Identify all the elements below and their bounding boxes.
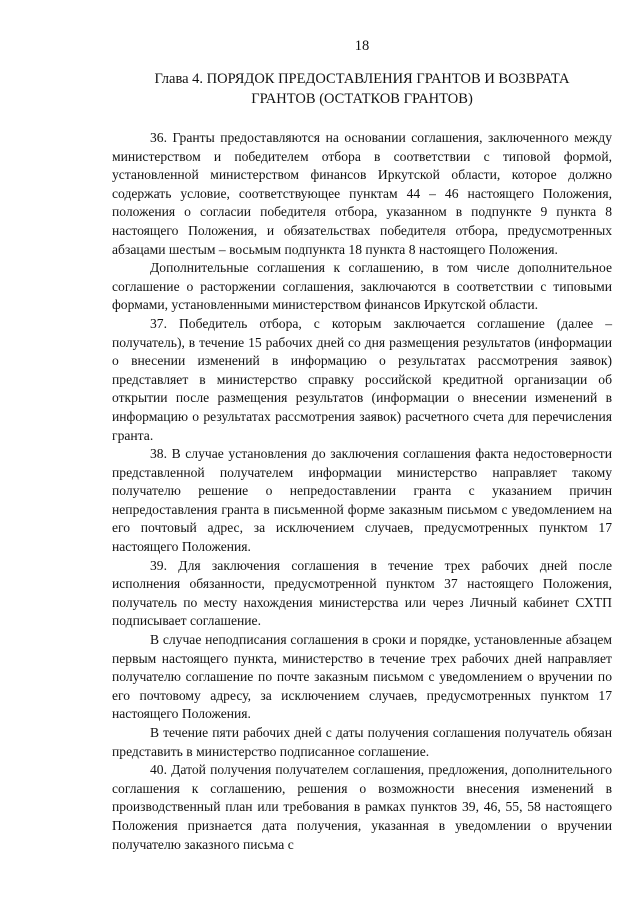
paragraph: В случае неподписания соглашения в сроки и порядке, установленные абзацем первым настоящего пункта, министерство в течение трех рабочих дней направляет получателю соглашение по почте заказным письмом с уведомлением о вручении по его почтовому адресу, за исключением случаев, предусмотренных пунктом 17 настоящего Положения. [112, 632, 612, 722]
paragraph: 40. Датой получения получателем соглашения, предложения, дополнительного соглашения к соглашению, решения о возможности внесения изменений в производственный план или требования в рамках пунктов 39, 46, 55, 58 настоящего Положения признается дата получения, указанная в уведомлении о вручении получателю заказного письма с [112, 762, 612, 852]
paragraph: 37. Победитель отбора, с которым заключается соглашение (далее – получатель), в течение 15 рабочих дней со дня размещения результатов (информации о внесении изменений в информацию о результатах рассмотрения заявок) представляет в министерство справку российской кредитной организации об открытии после размещения результатов (информации о внесении изменений в информацию о результатах рассмотрения заявок) расчетного счета для перечисления гранта. [112, 315, 612, 443]
chapter-title: Глава 4. ПОРЯДОК ПРЕДОСТАВЛЕНИЯ ГРАНТОВ И ВОЗВРАТА ГРАНТОВ (ОСТАТКОВ ГРАНТОВ) [154, 71, 570, 107]
page-number: 18 [354, 38, 370, 54]
paragraph: 36. Гранты предоставляются на основании соглашения, заключенного между министерством и победителем отбора в соответствии с типовой формой, установленной министерством финансов Иркутской области, которое должно содержать условие, соответствующее пунктам 44 – 46 настоящего Положения, положения о согласии победителя отбора, указанном в подпункте 9 пункта 8 настоящего Положения, и обязательствах победителя отбора, предусмотренных абзацами шестым – восьмым подпункта 18 пункта 8 настоящего Положения. [112, 130, 612, 257]
paragraph: 38. В случае установления до заключения соглашения факта недостоверности представленной получателем информации министерство направляет такому получателю решение о непредоставлении гранта с указанием причин непредоставления гранта в письменной форме заказным письмом с уведомлением на его почтовый адрес, за исключением случаев, предусмотренных пунктом 17 настоящего Положения. [112, 446, 612, 555]
paragraph: В течение пяти рабочих дней с даты получения соглашения получатель обязан представить в министерство подписанное соглашение. [112, 725, 612, 759]
body-text [112, 129, 612, 854]
paragraph: 39. Для заключения соглашения в течение трех рабочих дней после исполнения обязанности, предусмотренной пунктом 37 настоящего Положения, получатель по месту нахождения министерства или через Личный кабинет СХТП подписывает соглашение. [112, 557, 612, 629]
paragraph: Дополнительные соглашения к соглашению, в том числе дополнительное соглашение о расторжении соглашения, заключаются в соответствии с типовыми формами, установленными министерством финансов Иркутской области. [112, 260, 612, 313]
